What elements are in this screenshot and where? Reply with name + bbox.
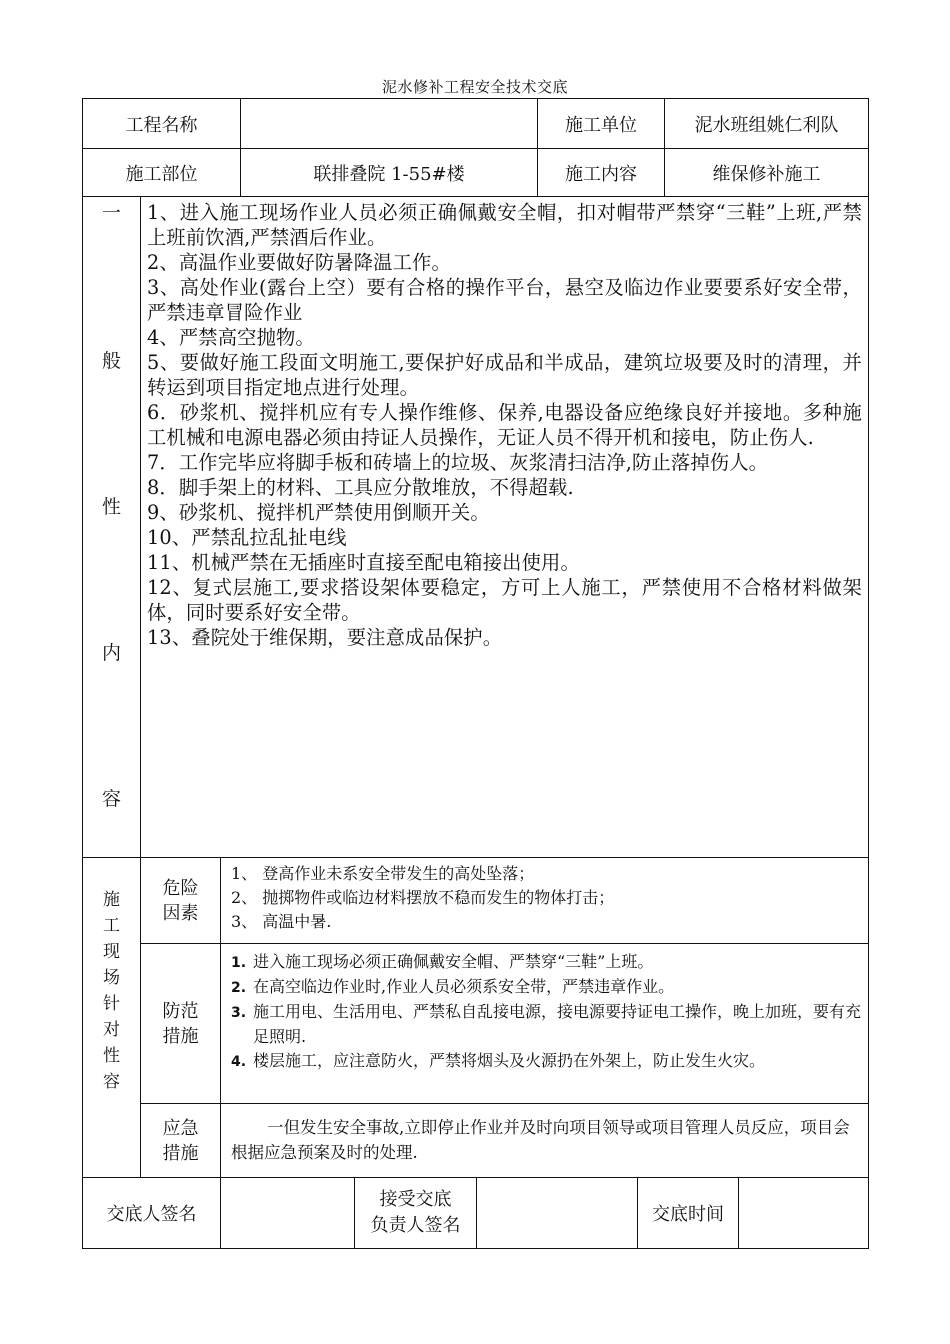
label-line: 因素 [162, 902, 199, 924]
label-char: 施 [103, 890, 120, 910]
preventive-measures-label [141, 944, 220, 1103]
item-number: 3. [231, 1005, 247, 1021]
list-item: 1、进入施工现场作业人员必须正确佩戴安全帽，扣对帽带严禁穿“三鞋”上班,严禁上班前饮酒,严禁酒后作业。 [147, 201, 862, 249]
label-char: 性 [103, 1046, 120, 1066]
label-char: 般 [101, 350, 121, 372]
row-divider [82, 196, 869, 197]
list-item: 6．砂浆机、搅拌机应有专人操作维修、保养,电器设备应绝缘良好并接地。多种施工机械和电源电器必须由持证人员操作，无证人员不得开机和接电，防止伤人. [147, 401, 862, 449]
list-item [231, 1000, 861, 1049]
label-char: 现 [103, 942, 120, 962]
receiver-signature-field[interactable] [477, 1178, 637, 1248]
briefer-signature-field[interactable] [221, 1178, 354, 1248]
emergency-measures-label [141, 1104, 220, 1177]
col-divider [140, 196, 141, 857]
list-item [231, 950, 861, 975]
item-text: 施工用电、生活用电、严禁私自乱接电源，接电源要持证电工操作，晚上加班，要有充足照明. [253, 1002, 862, 1046]
list-item: 4、严禁高空抛物。 [147, 326, 315, 349]
label-line: 接受交底 [379, 1189, 452, 1210]
label-line: 应急 [162, 1117, 199, 1139]
label-char: 容 [101, 788, 121, 810]
list-item: 2、 抛掷物件或临边材料摆放不稳而发生的物体打击； [231, 888, 615, 907]
row-divider [140, 1103, 869, 1104]
preventive-measures-list [231, 950, 861, 1074]
label-char: 内 [101, 642, 121, 664]
briefing-time-label: 交底时间 [652, 1204, 724, 1225]
hazards-label [141, 858, 220, 943]
site-specific-label [83, 857, 140, 1177]
label-line: 措施 [162, 1142, 199, 1164]
label-line: 防范 [162, 1000, 199, 1022]
construction-location-value: 联排叠院 1-55#楼 [313, 163, 465, 185]
label-char: 容 [103, 1072, 120, 1092]
label-char: 场 [103, 968, 120, 988]
hazards-list [231, 862, 861, 934]
construction-unit-value: 泥水班组姚仁利队 [694, 114, 839, 136]
list-item: 1、 登高作业未系安全带发生的高处坠落； [231, 864, 535, 883]
list-item: 13、叠院处于维保期，要注意成品保护。 [147, 626, 503, 649]
briefer-signature-label: 交底人签名 [106, 1204, 197, 1225]
construction-content-label: 施工内容 [565, 163, 637, 185]
list-item: 11、机械严禁在无插座时直接至配电箱接出使用。 [147, 551, 580, 574]
label-line: 危险 [162, 877, 199, 899]
list-item: 3、高处作业(露台上空）要有合格的操作平台，悬空及临边作业要要系好安全带，严禁违章冒险作业 [147, 276, 862, 324]
construction-unit-label: 施工单位 [565, 114, 637, 136]
construction-location-label: 施工部位 [125, 163, 198, 185]
list-item: 12、复式层施工,要求搭设架体要稳定，方可上人施工，严禁使用不合格材料做架体，同时要系好安全带。 [147, 576, 862, 624]
table-border-right [868, 98, 869, 1249]
project-name-value[interactable] [241, 99, 537, 148]
general-content-label [83, 196, 140, 857]
label-char: 工 [103, 916, 120, 936]
list-item: 10、严禁乱拉乱扯电线 [147, 526, 347, 549]
list-item: 7．工作完毕应将脚手板和砖墙上的垃圾、灰浆清扫洁净,防止落掉伤人。 [147, 451, 769, 474]
general-rules-list [147, 200, 862, 650]
item-text: 进入施工现场必须正确佩戴安全帽、严禁穿“三鞋”上班。 [253, 952, 654, 971]
item-number: 2. [231, 980, 247, 996]
label-char: 性 [101, 496, 121, 518]
receiver-signature-label [355, 1178, 476, 1248]
list-item: 8．脚手架上的材料、工具应分散堆放，不得超载. [147, 476, 574, 499]
item-number: 1. [231, 955, 247, 971]
document-title: 泥水修补工程安全技术交底 [381, 78, 568, 96]
list-item: 3、 高温中暑. [231, 912, 332, 931]
label-char: 一 [101, 202, 121, 224]
list-item [231, 975, 861, 1000]
briefing-time-field[interactable] [739, 1178, 868, 1248]
label-line: 措施 [162, 1025, 199, 1047]
list-item [231, 1049, 861, 1074]
label-char: 针 [103, 994, 120, 1014]
label-char: 对 [103, 1020, 120, 1040]
row-divider [140, 943, 869, 944]
col-divider [220, 857, 221, 1177]
list-item: 2、高温作业要做好防暑降温工作。 [147, 251, 451, 274]
list-item: 9、砂浆机、搅拌机严禁使用倒顺开关。 [147, 501, 490, 524]
item-text: 在高空临边作业时,作业人员必须系安全带，严禁违章作业。 [253, 977, 675, 996]
construction-content-value: 维保修补施工 [712, 163, 821, 185]
emergency-measures-text: 一但发生安全事故,立即停止作业并及时向项目领导或项目管理人员反应，项目会根据应急预案及时的处理. [231, 1118, 850, 1162]
item-number: 4. [231, 1054, 247, 1070]
item-text: 楼层施工，应注意防火，严禁将烟头及火源扔在外架上，防止发生火灾。 [253, 1051, 766, 1070]
list-item: 5、要做好施工段面文明施工,要保护好成品和半成品，建筑垃圾要及时的清理，并转运到项目指定地点进行处理。 [147, 351, 862, 399]
project-name-label: 工程名称 [125, 114, 198, 136]
label-line: 负责人签名 [370, 1215, 461, 1236]
